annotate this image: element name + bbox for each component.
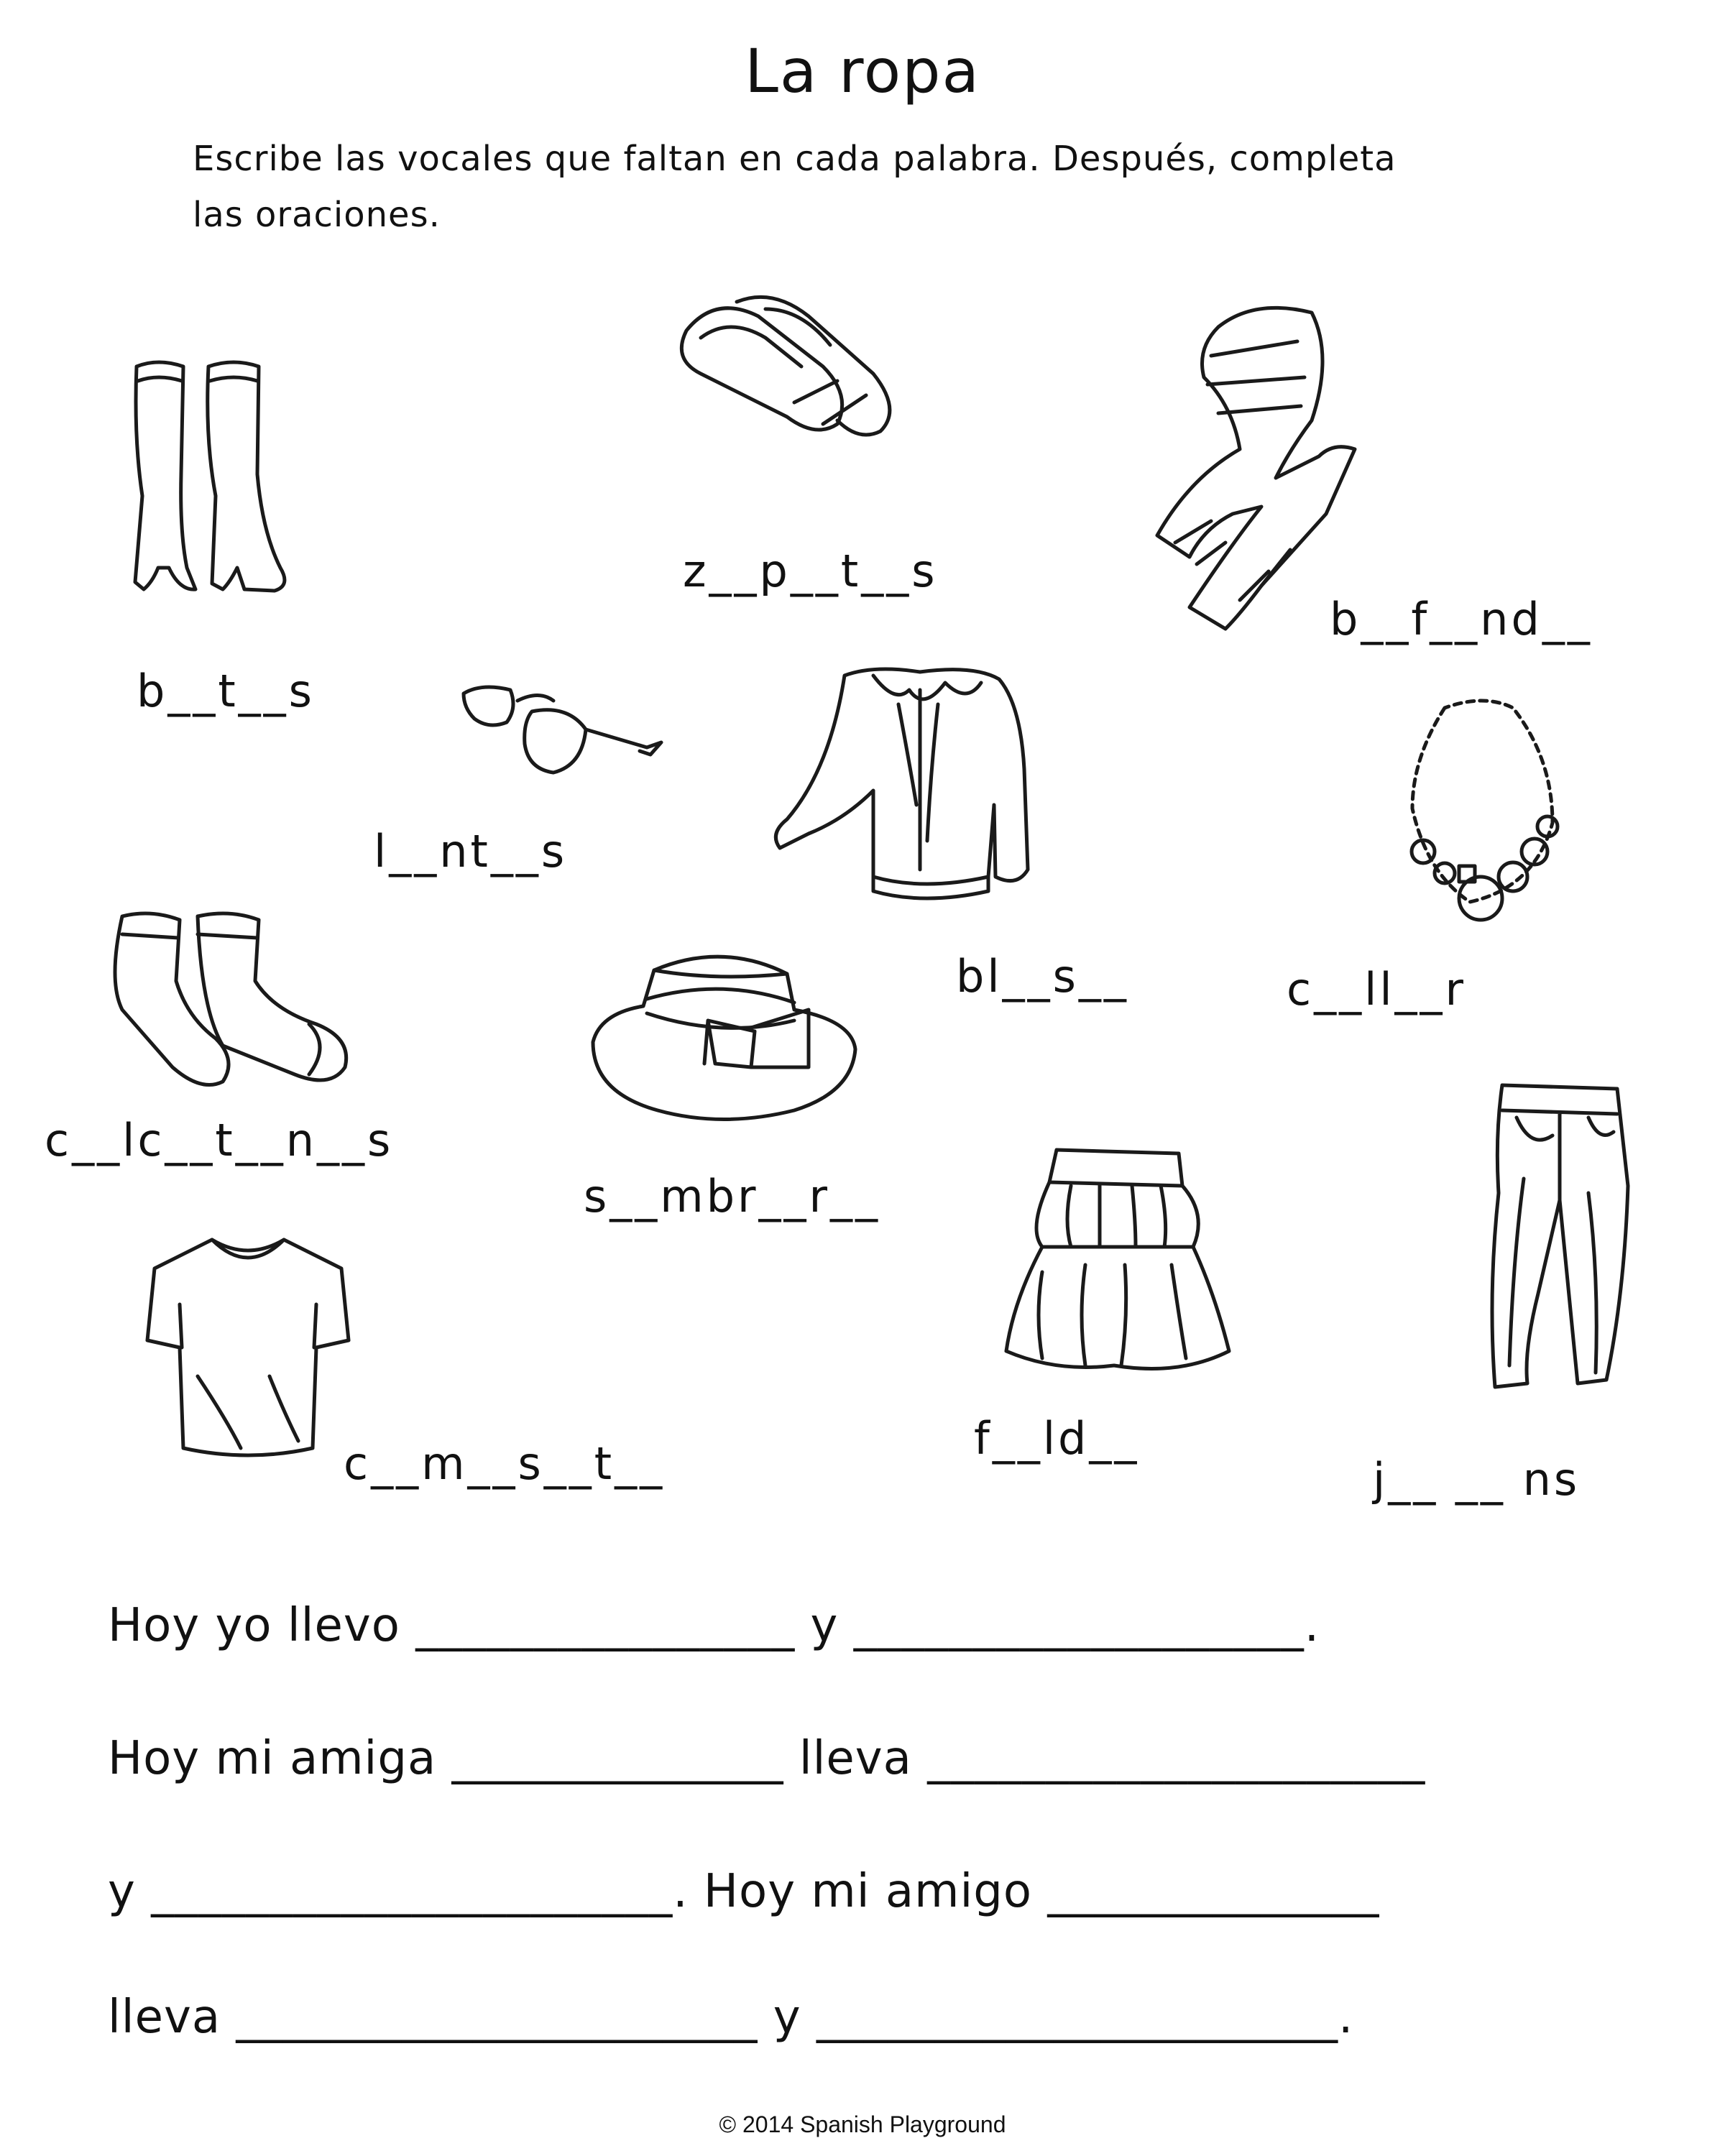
socks-icon <box>93 902 359 1089</box>
instructions-line-2: las oraciones. <box>193 195 441 235</box>
word-blusa: bl__s__ <box>956 950 1129 1003</box>
instructions-line-1: Escribe las vocales que faltan en cada palabra. Después, completa <box>193 139 1397 179</box>
necklace-icon <box>1391 694 1567 923</box>
word-falda: f__ld__ <box>974 1412 1140 1465</box>
sentence-4[interactable]: lleva ______________________ y ______________________. <box>108 1991 1354 2044</box>
sentence-3[interactable]: y ______________________. Hoy mi amigo ______________ <box>108 1865 1380 1918</box>
tshirt-icon <box>140 1233 356 1470</box>
sentence-1[interactable]: Hoy yo llevo ________________ y ___________________. <box>108 1599 1320 1652</box>
jeans-icon <box>1445 1078 1639 1394</box>
shoes-icon <box>658 287 909 467</box>
word-camiseta: c__m__s__t__ <box>344 1437 666 1490</box>
word-jeans: j__ __ ns <box>1373 1453 1581 1506</box>
word-collar: c__ll__r <box>1287 963 1467 1015</box>
hat-icon <box>579 941 866 1128</box>
blouse-icon <box>765 661 1075 920</box>
word-bufanda: b__f__nd__ <box>1330 593 1593 645</box>
word-sombrero: s__mbr__r__ <box>584 1170 881 1222</box>
boots-icon <box>115 352 331 596</box>
sunglasses-icon <box>460 679 668 801</box>
sentence-2[interactable]: Hoy mi amiga ______________ lleva _____________________ <box>108 1732 1426 1785</box>
word-botas: b__t__s <box>137 665 315 717</box>
skirt-icon <box>999 1143 1236 1387</box>
page-title: La ropa <box>745 36 980 106</box>
word-zapatos: z__p__t__s <box>683 545 938 597</box>
scarf-icon <box>1146 298 1384 636</box>
copyright-footer: © 2014 Spanish Playground <box>719 2111 1006 2137</box>
word-lentes: l__nt__s <box>374 825 568 877</box>
word-calcetines: c__lc__t__n__s <box>45 1114 394 1166</box>
